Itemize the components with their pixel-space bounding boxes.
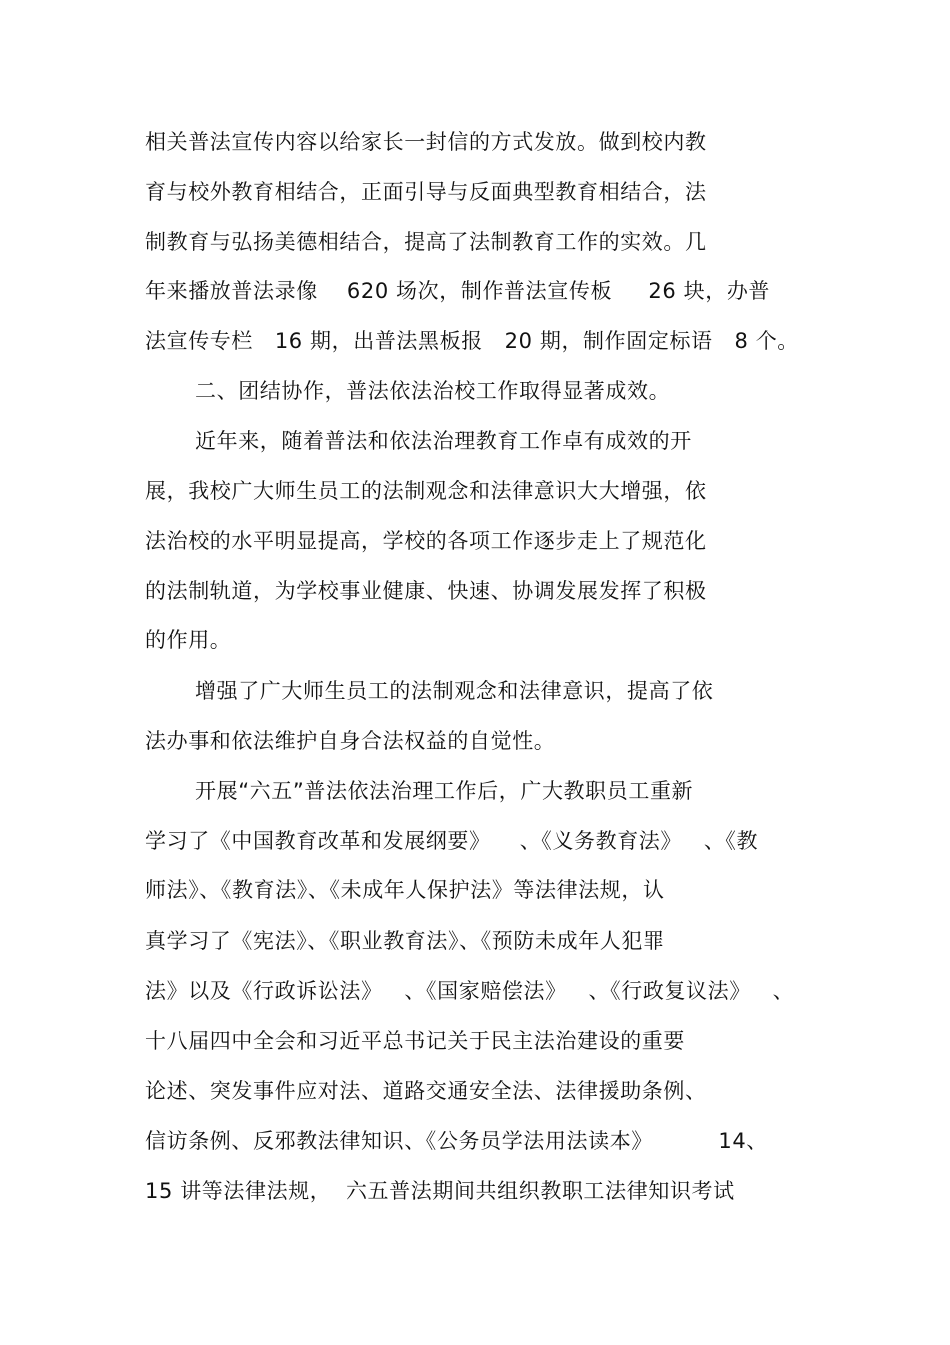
text-line: 相关普法宣传内容以给家长一封信的方式发放。做到校内教 (145, 130, 707, 154)
text-line: 真学习了《宪法》、《职业教育法》、《预防未成年人犯罪 (145, 929, 665, 953)
text-line: 师法》、《教育法》、《未成年人保护法》等法律法规，认 (145, 878, 665, 902)
text-line: 论述、突发事件应对法、道路交通安全法、法律援助条例、 (145, 1079, 707, 1103)
text-line: 法》以及《行政诉讼法》 、《国家赔偿法》 、《行政复议法》 、 (145, 979, 795, 1003)
text-line: 学习了《中国教育改革和发展纲要》 、《义务教育法》 、《教 (145, 829, 759, 853)
text-line: 年来播放普法录像 620 场次，制作普法宣传板 26 块，办普 (145, 279, 771, 303)
text-line: 育与校外教育相结合，正面引导与反面典型教育相结合，法 (145, 180, 707, 204)
text-line: 的法制轨道，为学校事业健康、快速、协调发展发挥了积极 (145, 579, 707, 603)
text-line: 近年来，随着普法和依法治理教育工作卓有成效的开 (195, 429, 692, 453)
text-line: 展，我校广大师生员工的法制观念和法律意识大大增强，依 (145, 479, 707, 503)
text-line: 的作用。 (145, 628, 232, 652)
text-line: 增强了广大师生员工的法制观念和法律意识，提高了依 (195, 679, 714, 703)
text-line: 法宣传专栏 16 期，出普法黑板报 20 期，制作固定标语 8 个。 (145, 329, 799, 353)
text-line: 15 讲等法律法规， 六五普法期间共组织教职工法律知识考试 (145, 1179, 735, 1203)
text-line: 信访条例、反邪教法律知识、《公务员学法用法读本》 14、 (145, 1129, 768, 1153)
text-line: 法治校的水平明显提高，学校的各项工作逐步走上了规范化 (145, 529, 707, 553)
text-line: 法办事和依法维护自身合法权益的自觉性。 (145, 729, 556, 753)
text-line: 开展“六五”普法依法治理工作后，广大教职员工重新 (195, 779, 694, 803)
text-line: 制教育与弘扬美德相结合，提高了法制教育工作的实效。几 (145, 230, 707, 254)
section-heading: 二、团结协作，普法依法治校工作取得显著成效。 (195, 379, 671, 403)
text-line: 十八届四中全会和习近平总书记关于民主法治建设的重要 (145, 1029, 685, 1053)
